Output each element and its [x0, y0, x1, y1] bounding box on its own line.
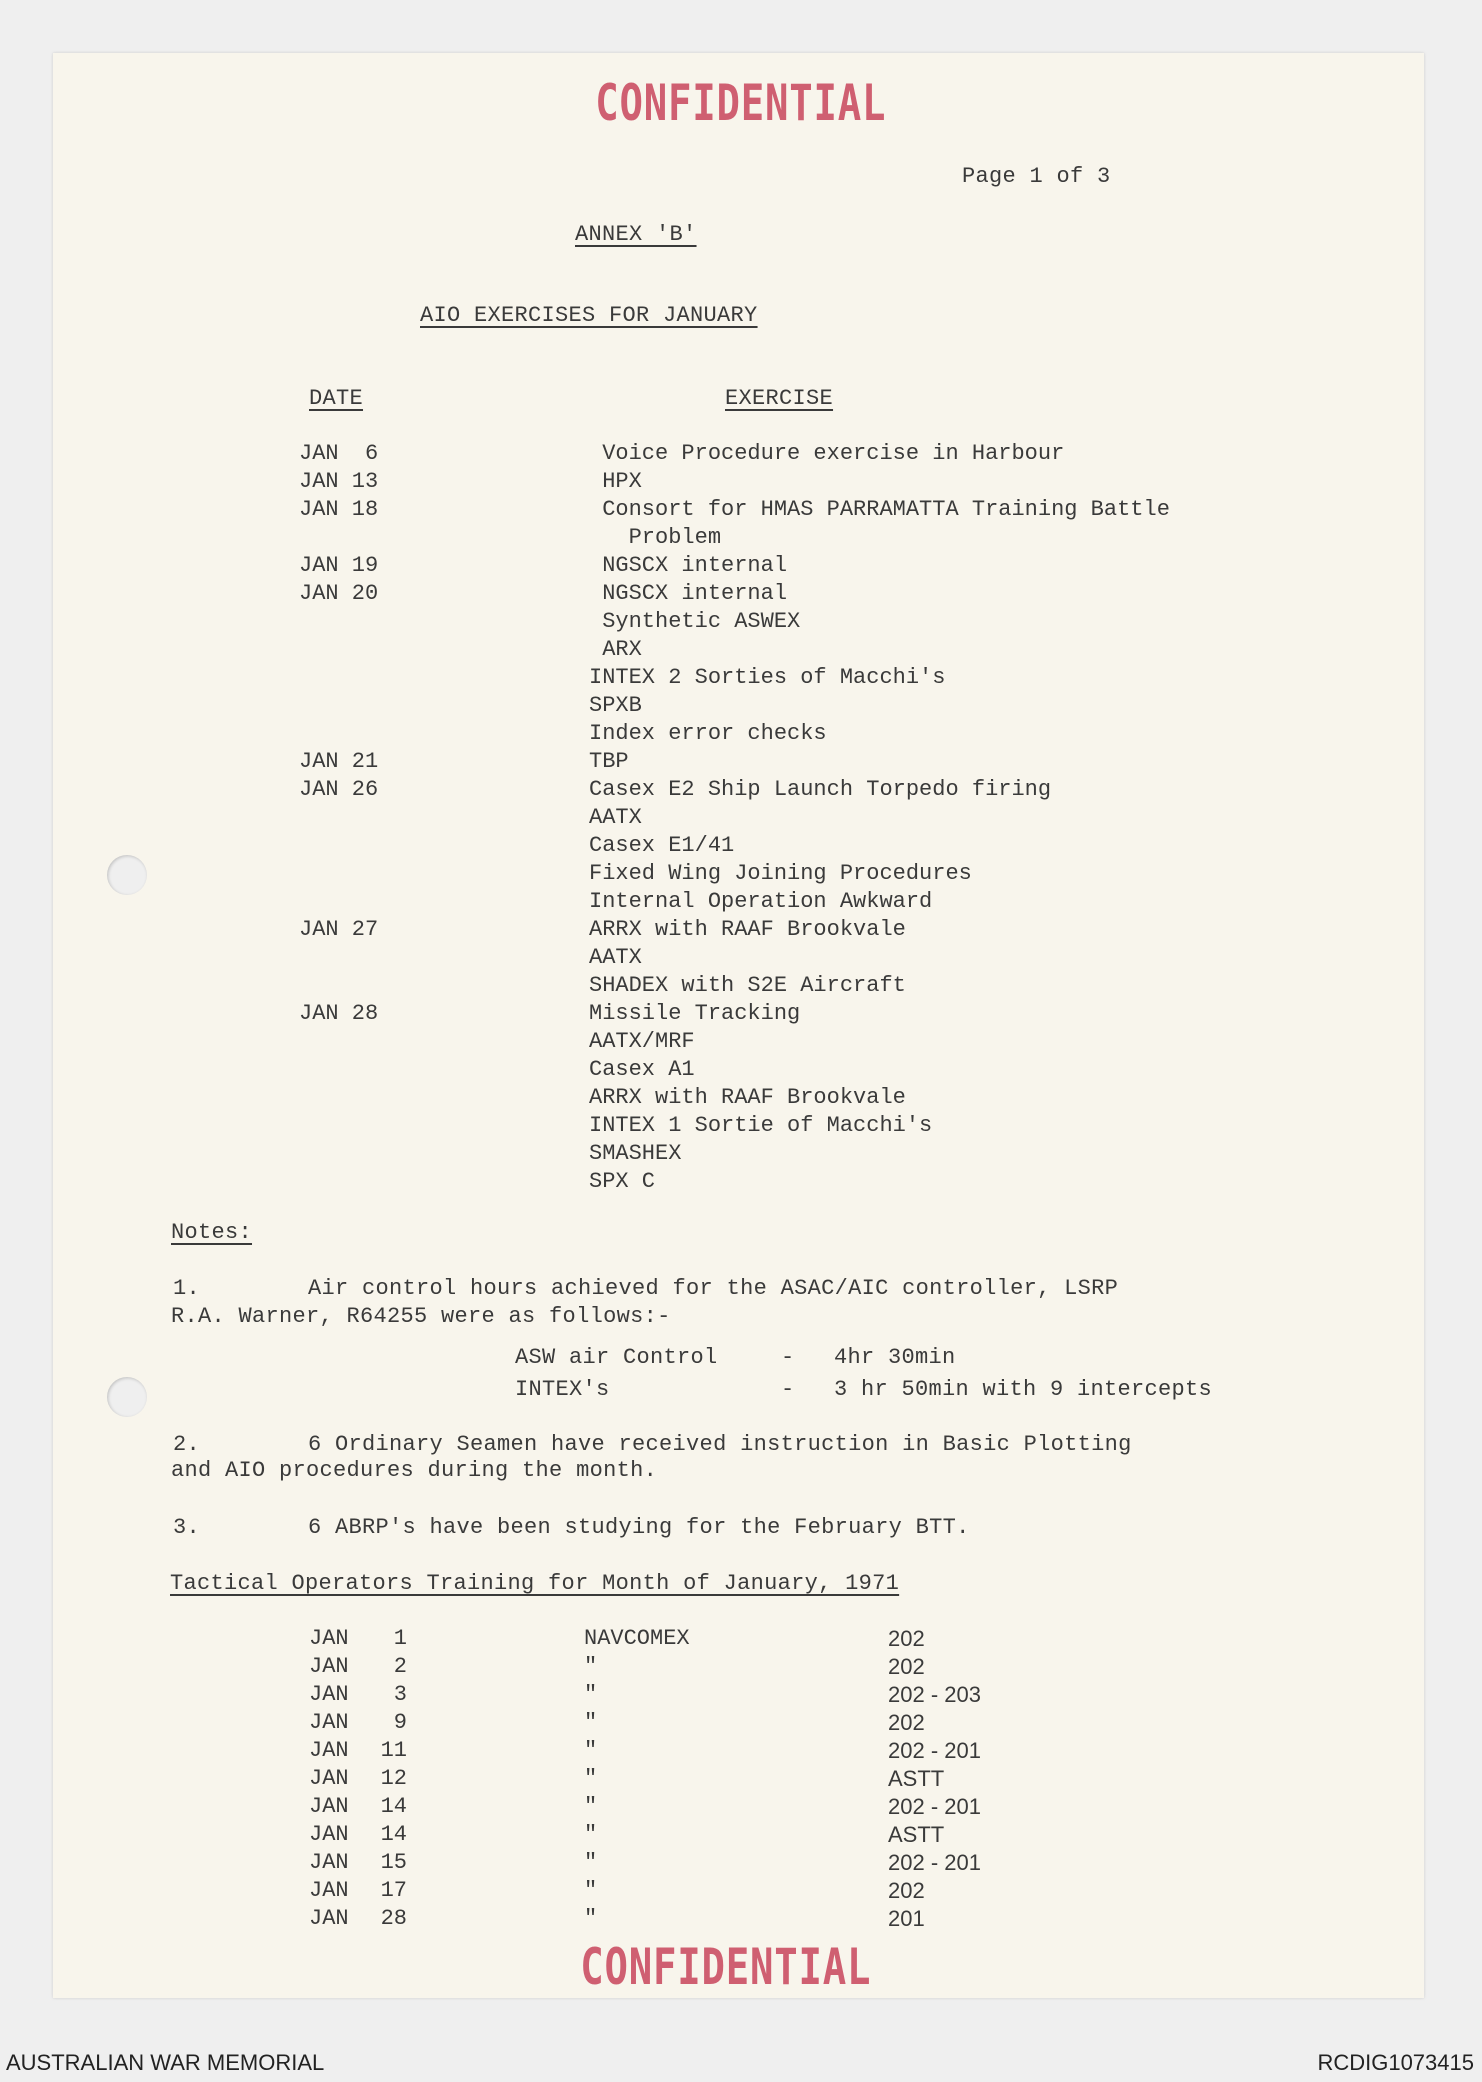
- exercise-name: SHADEX with S2E Aircraft: [589, 973, 906, 998]
- exercise-name: Casex E1/41: [589, 833, 735, 858]
- training-exercise: ": [584, 1878, 598, 1903]
- training-row: [309, 1877, 981, 1905]
- training-row: [309, 1905, 981, 1933]
- training-exercise: ": [584, 1794, 598, 1819]
- exercise-row: [299, 1000, 1170, 1028]
- note-3-text: 6 ABRP's have been studying for the February BTT.: [308, 1515, 970, 1540]
- exercise-row: [299, 580, 1170, 608]
- exercise-row: [299, 1140, 1170, 1168]
- note-3-number: 3.: [173, 1515, 201, 1540]
- exercise-row: [299, 776, 1170, 804]
- training-exercise: ": [584, 1906, 598, 1931]
- date-column-header: DATE: [309, 386, 364, 411]
- exercise-name: ARRX with RAAF Brookvale: [589, 1085, 906, 1110]
- training-code: 202 - 203: [888, 1682, 981, 1707]
- exercise-row: [299, 1084, 1170, 1112]
- training-exercise: NAVCOMEX: [584, 1626, 690, 1651]
- exercise-date: [299, 860, 589, 888]
- training-exercise: ": [584, 1738, 598, 1763]
- training-day: 15: [380, 1850, 407, 1875]
- exercise-name: Voice Procedure exercise in Harbour: [589, 441, 1065, 466]
- training-code: 202: [888, 1654, 925, 1679]
- exercise-row: [299, 496, 1170, 524]
- hours-value: 4hr 30min: [834, 1345, 956, 1370]
- note-1-number: 1.: [173, 1276, 201, 1301]
- punch-hole: [107, 1377, 147, 1417]
- exercise-date: [299, 832, 589, 860]
- document-title: AIO EXERCISES FOR JANUARY: [420, 303, 758, 328]
- exercise-name: ARX: [589, 637, 642, 662]
- training-table: [309, 1625, 981, 1933]
- exercise-row: [299, 944, 1170, 972]
- note-2-number: 2.: [173, 1432, 201, 1457]
- training-row: [309, 1765, 981, 1793]
- punch-hole: [107, 855, 147, 895]
- exercise-date: [299, 1140, 589, 1168]
- exercise-name: TBP: [589, 749, 629, 774]
- exercise-date: [299, 944, 589, 972]
- exercise-row: [299, 804, 1170, 832]
- training-code: 201: [888, 1906, 925, 1931]
- exercise-row: [299, 608, 1170, 636]
- training-row: [309, 1653, 981, 1681]
- training-exercise: ": [584, 1850, 598, 1875]
- page-number: Page 1 of 3: [962, 164, 1111, 189]
- confidential-stamp-top: CONFIDENTIAL: [595, 74, 887, 132]
- exercise-row: [299, 1028, 1170, 1056]
- exercise-row: [299, 832, 1170, 860]
- exercise-name: Synthetic ASWEX: [589, 609, 801, 634]
- exercise-date: [299, 636, 589, 664]
- exercise-date: [299, 888, 589, 916]
- exercise-row: [299, 1112, 1170, 1140]
- training-day: 11: [380, 1738, 407, 1763]
- exercise-date: JAN 21: [299, 749, 379, 774]
- exercise-row: [299, 468, 1170, 496]
- training-code: ASTT: [888, 1822, 945, 1847]
- notes-heading: Notes:: [171, 1220, 253, 1245]
- exercise-name: Casex E2 Ship Launch Torpedo firing: [589, 777, 1052, 802]
- exercise-name: Consort for HMAS PARRAMATTA Training Battle: [589, 497, 1170, 522]
- exercise-name: AATX: [589, 945, 642, 970]
- training-code: 202: [888, 1878, 925, 1903]
- training-day: 1: [393, 1626, 407, 1651]
- note-2-text-cont: and AIO procedures during the month.: [171, 1458, 658, 1483]
- exercise-name: INTEX 1 Sortie of Macchi's: [589, 1113, 933, 1138]
- exercise-date: [299, 692, 589, 720]
- exercise-date: JAN 26: [299, 777, 379, 802]
- exercise-date: JAN 13: [299, 469, 379, 494]
- hours-label: INTEX's: [515, 1377, 610, 1402]
- training-heading: Tactical Operators Training for Month of January, 1971: [170, 1571, 900, 1596]
- exercise-row: [299, 440, 1170, 468]
- exercise-date: [299, 804, 589, 832]
- exercise-date: [299, 1084, 589, 1112]
- hours-dash: -: [781, 1377, 795, 1402]
- exercise-date: [299, 1168, 589, 1196]
- training-row: [309, 1625, 981, 1653]
- training-code: 202 - 201: [888, 1738, 981, 1763]
- hours-dash: -: [781, 1345, 795, 1370]
- training-month: JAN: [309, 1906, 349, 1931]
- exercise-date: JAN 19: [299, 553, 379, 578]
- training-row: [309, 1849, 981, 1877]
- training-exercise: ": [584, 1766, 598, 1791]
- training-month: JAN: [309, 1850, 349, 1875]
- exercise-name: SMASHEX: [589, 1141, 682, 1166]
- training-exercise: ": [584, 1822, 598, 1847]
- exercise-date: [299, 972, 589, 1000]
- exercise-row: [299, 636, 1170, 664]
- footer-record-id: RCDIG1073415: [1317, 2050, 1474, 2075]
- exercise-row: [299, 860, 1170, 888]
- exercise-name: AATX/MRF: [589, 1029, 695, 1054]
- note-1-text: Air control hours achieved for the ASAC/AIC controller, LSRP: [308, 1276, 1119, 1301]
- training-day: 3: [393, 1682, 407, 1707]
- training-day: 12: [380, 1766, 407, 1791]
- exercise-name: NGSCX internal: [589, 581, 788, 606]
- exercise-date: JAN 27: [299, 917, 379, 942]
- exercise-name: Problem: [589, 525, 722, 550]
- exercise-date: [299, 720, 589, 748]
- training-month: JAN: [309, 1766, 349, 1791]
- training-month: JAN: [309, 1682, 349, 1707]
- exercise-row: [299, 888, 1170, 916]
- note-1-text-cont: R.A. Warner, R64255 were as follows:-: [171, 1304, 671, 1329]
- exercise-date: [299, 608, 589, 636]
- exercise-row: [299, 552, 1170, 580]
- training-row: [309, 1681, 981, 1709]
- hours-value: 3 hr 50min with 9 intercepts: [834, 1377, 1213, 1402]
- training-day: 28: [380, 1906, 407, 1931]
- exercise-date: JAN 18: [299, 497, 379, 522]
- training-month: JAN: [309, 1738, 349, 1763]
- training-day: 9: [393, 1710, 407, 1735]
- exercise-row: [299, 664, 1170, 692]
- exercise-name: INTEX 2 Sorties of Macchi's: [589, 665, 946, 690]
- exercise-date: [299, 664, 589, 692]
- exercise-column-header: EXERCISE: [725, 386, 834, 411]
- training-day: 14: [380, 1794, 407, 1819]
- training-month: JAN: [309, 1878, 349, 1903]
- exercise-name: Fixed Wing Joining Procedures: [589, 861, 972, 886]
- training-row: [309, 1737, 981, 1765]
- confidential-stamp-bottom: CONFIDENTIAL: [580, 1938, 872, 1996]
- training-code: 202: [888, 1626, 925, 1651]
- exercise-date: JAN 20: [299, 581, 379, 606]
- training-code: 202 - 201: [888, 1850, 981, 1875]
- exercise-date: [299, 1112, 589, 1140]
- exercise-row: [299, 972, 1170, 1000]
- training-exercise: ": [584, 1682, 598, 1707]
- exercise-date: [299, 1028, 589, 1056]
- training-code: 202: [888, 1710, 925, 1735]
- training-row: [309, 1709, 981, 1737]
- training-code: ASTT: [888, 1766, 945, 1791]
- training-row: [309, 1793, 981, 1821]
- exercise-row: [299, 748, 1170, 776]
- exercise-name: SPX C: [589, 1169, 656, 1194]
- exercise-name: Missile Tracking: [589, 1001, 801, 1026]
- exercise-row: [299, 720, 1170, 748]
- exercise-table: [299, 440, 1170, 1196]
- exercise-name: Index error checks: [589, 721, 827, 746]
- exercise-date: JAN 28: [299, 1001, 379, 1026]
- training-month: JAN: [309, 1654, 349, 1679]
- exercise-row: [299, 1168, 1170, 1196]
- exercise-name: AATX: [589, 805, 642, 830]
- training-day: 2: [393, 1654, 407, 1679]
- training-month: JAN: [309, 1822, 349, 1847]
- training-day: 14: [380, 1822, 407, 1847]
- note-2-text: 6 Ordinary Seamen have received instruction in Basic Plotting: [308, 1432, 1132, 1457]
- annex-heading: ANNEX 'B': [575, 222, 697, 247]
- training-month: JAN: [309, 1626, 349, 1651]
- exercise-name: Casex A1: [589, 1057, 695, 1082]
- exercise-name: NGSCX internal: [589, 553, 788, 578]
- training-exercise: ": [584, 1710, 598, 1735]
- exercise-row: [299, 524, 1170, 552]
- training-month: JAN: [309, 1710, 349, 1735]
- exercise-date: [299, 1056, 589, 1084]
- exercise-row: [299, 1056, 1170, 1084]
- exercise-name: HPX: [589, 469, 642, 494]
- exercise-row: [299, 916, 1170, 944]
- exercise-name: SPXB: [589, 693, 642, 718]
- training-month: JAN: [309, 1794, 349, 1819]
- training-day: 17: [380, 1878, 407, 1903]
- footer-source: AUSTRALIAN WAR MEMORIAL: [6, 2050, 325, 2075]
- exercise-name: Internal Operation Awkward: [589, 889, 933, 914]
- exercise-date: JAN 6: [299, 441, 379, 466]
- hours-label: ASW air Control: [515, 1345, 718, 1370]
- training-code: 202 - 201: [888, 1794, 981, 1819]
- training-exercise: ": [584, 1654, 598, 1679]
- training-row: [309, 1821, 981, 1849]
- exercise-date: [299, 524, 589, 552]
- exercise-name: ARRX with RAAF Brookvale: [589, 917, 906, 942]
- exercise-row: [299, 692, 1170, 720]
